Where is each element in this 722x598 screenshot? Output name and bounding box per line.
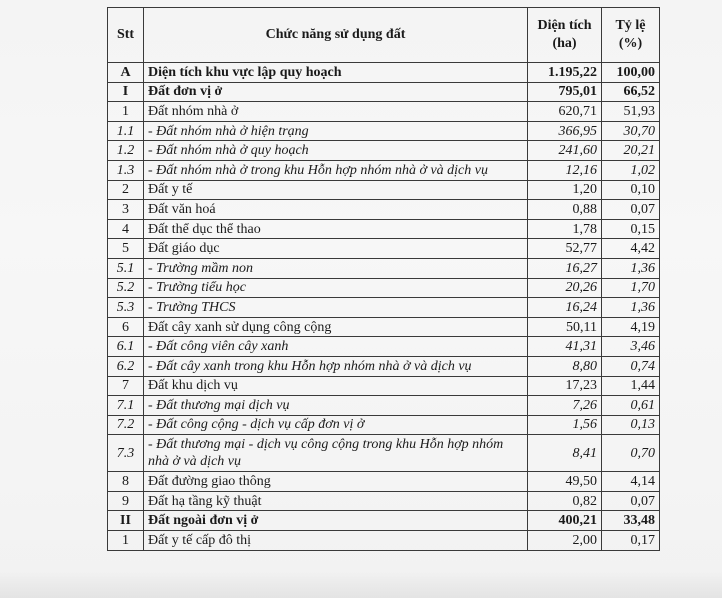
row-area: 20,26 [528, 278, 602, 298]
row-stt: 5.3 [108, 298, 144, 318]
row-label: - Trường tiểu học [144, 278, 528, 298]
row-ratio: 0,15 [602, 219, 660, 239]
row-stt: 4 [108, 219, 144, 239]
row-area: 49,50 [528, 472, 602, 492]
row-ratio: 0,17 [602, 531, 660, 551]
row-stt: A [108, 63, 144, 83]
row-label: Diện tích khu vực lập quy hoạch [144, 63, 528, 83]
row-ratio: 3,46 [602, 337, 660, 357]
row-ratio: 30,70 [602, 121, 660, 141]
row-stt: 7 [108, 376, 144, 396]
row-area: 17,23 [528, 376, 602, 396]
row-stt: 7.1 [108, 396, 144, 416]
row-area: 8,80 [528, 356, 602, 376]
row-area: 7,26 [528, 396, 602, 416]
table-row [108, 82, 660, 102]
row-stt: 3 [108, 200, 144, 220]
row-label: Đất y tế cấp đô thị [144, 531, 528, 551]
table-row [108, 415, 660, 435]
table-header-row [108, 8, 660, 63]
row-stt: 5.1 [108, 258, 144, 278]
row-area: 16,27 [528, 258, 602, 278]
row-ratio: 1,02 [602, 160, 660, 180]
header-area: Diện tích (ha) [528, 8, 602, 63]
row-ratio: 4,14 [602, 472, 660, 492]
row-area: 8,41 [528, 435, 602, 472]
row-label: - Trường mầm non [144, 258, 528, 278]
row-area: 0,88 [528, 200, 602, 220]
row-area: 241,60 [528, 141, 602, 161]
row-stt: 6.2 [108, 356, 144, 376]
table-row [108, 317, 660, 337]
row-ratio: 0,07 [602, 200, 660, 220]
row-area: 1,78 [528, 219, 602, 239]
row-stt: 5.2 [108, 278, 144, 298]
row-ratio: 0,07 [602, 491, 660, 511]
table-row [108, 180, 660, 200]
row-area: 366,95 [528, 121, 602, 141]
row-ratio: 100,00 [602, 63, 660, 83]
table-row [108, 160, 660, 180]
row-area: 1,20 [528, 180, 602, 200]
row-stt: 6 [108, 317, 144, 337]
table-row [108, 511, 660, 531]
row-label: - Đất nhóm nhà ở trong khu Hỗn hợp nhóm nhà ở và dịch vụ [144, 160, 528, 180]
table-row [108, 396, 660, 416]
row-area: 12,16 [528, 160, 602, 180]
table-row [108, 356, 660, 376]
row-label: Đất thể dục thể thao [144, 219, 528, 239]
row-ratio: 33,48 [602, 511, 660, 531]
row-area: 795,01 [528, 82, 602, 102]
table-row [108, 258, 660, 278]
row-label: - Trường THCS [144, 298, 528, 318]
row-stt: 6.1 [108, 337, 144, 357]
row-label: Đất giáo dục [144, 239, 528, 259]
row-area: 620,71 [528, 102, 602, 122]
row-ratio: 0,74 [602, 356, 660, 376]
row-ratio: 0,61 [602, 396, 660, 416]
row-label: - Đất thương mại - dịch vụ công cộng trong khu Hỗn hợp nhóm nhà ở và dịch vụ [144, 435, 528, 472]
table-row [108, 531, 660, 551]
table-row [108, 491, 660, 511]
row-label: Đất cây xanh sử dụng công cộng [144, 317, 528, 337]
row-ratio: 0,13 [602, 415, 660, 435]
table-row [108, 219, 660, 239]
row-label: - Đất thương mại dịch vụ [144, 396, 528, 416]
row-area: 1,56 [528, 415, 602, 435]
row-area: 16,24 [528, 298, 602, 318]
table-row [108, 141, 660, 161]
table-row [108, 278, 660, 298]
table-row [108, 376, 660, 396]
row-ratio: 20,21 [602, 141, 660, 161]
row-label: Đất văn hoá [144, 200, 528, 220]
row-label: Đất y tế [144, 180, 528, 200]
row-label: - Đất cây xanh trong khu Hỗn hợp nhóm nhà ở và dịch vụ [144, 356, 528, 376]
row-label: Đất đường giao thông [144, 472, 528, 492]
row-stt: 5 [108, 239, 144, 259]
table-body [108, 63, 660, 551]
row-ratio: 1,44 [602, 376, 660, 396]
row-area: 52,77 [528, 239, 602, 259]
header-function: Chức năng sử dụng đất [144, 8, 528, 63]
row-ratio: 4,42 [602, 239, 660, 259]
row-label: - Đất công cộng - dịch vụ cấp đơn vị ở [144, 415, 528, 435]
row-ratio: 1,36 [602, 258, 660, 278]
row-ratio: 4,19 [602, 317, 660, 337]
row-stt: 2 [108, 180, 144, 200]
row-label: Đất đơn vị ở [144, 82, 528, 102]
table-row [108, 337, 660, 357]
land-use-table [107, 7, 660, 551]
row-area: 2,00 [528, 531, 602, 551]
table-row [108, 298, 660, 318]
row-label: Đất nhóm nhà ở [144, 102, 528, 122]
table-row [108, 472, 660, 492]
row-stt: I [108, 82, 144, 102]
table-row [108, 435, 660, 472]
row-stt: 1.3 [108, 160, 144, 180]
row-label: - Đất nhóm nhà ở hiện trạng [144, 121, 528, 141]
row-area: 1.195,22 [528, 63, 602, 83]
row-ratio: 66,52 [602, 82, 660, 102]
row-label: - Đất công viên cây xanh [144, 337, 528, 357]
table-row [108, 121, 660, 141]
header-ratio: Tỷ lệ (%) [602, 8, 660, 63]
row-area: 0,82 [528, 491, 602, 511]
row-stt: 1 [108, 531, 144, 551]
row-stt: 1 [108, 102, 144, 122]
table-row [108, 200, 660, 220]
row-label: Đất ngoài đơn vị ở [144, 511, 528, 531]
row-label: - Đất nhóm nhà ở quy hoạch [144, 141, 528, 161]
row-ratio: 0,70 [602, 435, 660, 472]
row-area: 41,31 [528, 337, 602, 357]
page-bottom-shade [0, 570, 722, 598]
row-ratio: 1,36 [602, 298, 660, 318]
row-ratio: 0,10 [602, 180, 660, 200]
row-stt: II [108, 511, 144, 531]
row-stt: 7.2 [108, 415, 144, 435]
row-stt: 1.1 [108, 121, 144, 141]
table-row [108, 63, 660, 83]
row-stt: 7.3 [108, 435, 144, 472]
row-area: 50,11 [528, 317, 602, 337]
table-row [108, 239, 660, 259]
row-stt: 9 [108, 491, 144, 511]
row-label: Đất hạ tầng kỹ thuật [144, 491, 528, 511]
row-stt: 1.2 [108, 141, 144, 161]
row-stt: 8 [108, 472, 144, 492]
row-ratio: 51,93 [602, 102, 660, 122]
header-stt: Stt [108, 8, 144, 63]
table-row [108, 102, 660, 122]
row-area: 400,21 [528, 511, 602, 531]
row-ratio: 1,70 [602, 278, 660, 298]
row-label: Đất khu dịch vụ [144, 376, 528, 396]
